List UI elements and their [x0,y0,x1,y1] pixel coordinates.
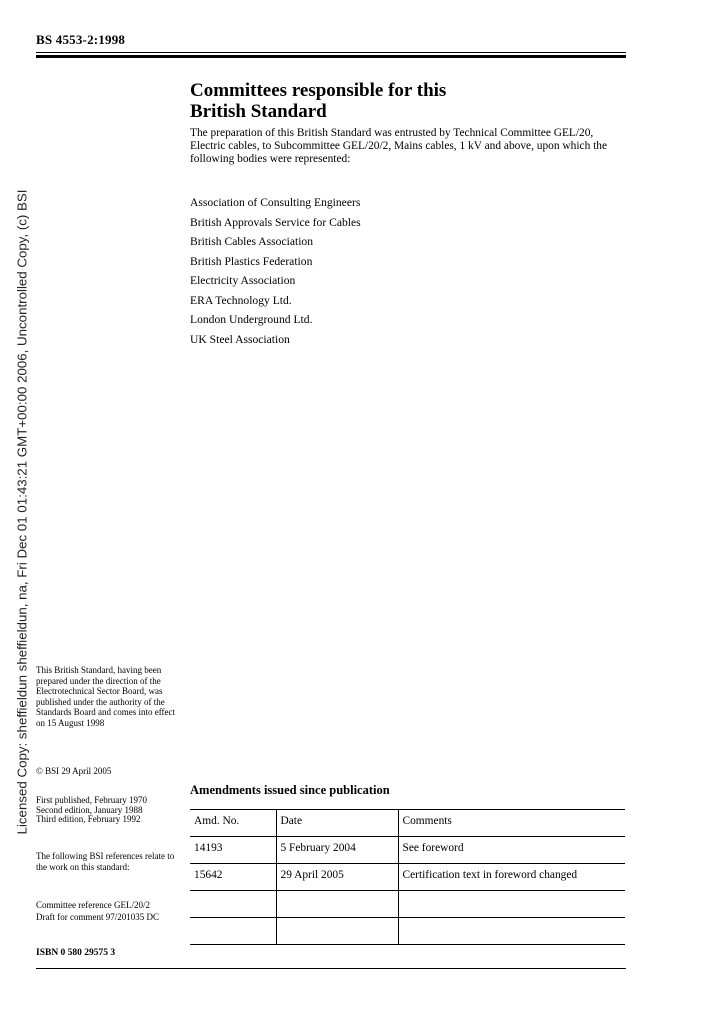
table-header-row [190,810,625,837]
draft-reference: Draft for comment 97/201035 DC [36,911,159,922]
amd-no-cell: 15642 [194,869,223,881]
document-code: BS 4553-2:1998 [36,32,126,47]
table-row [190,864,625,891]
title-line-2: British Standard [190,101,327,122]
date-cell: 5 February 2004 [276,837,398,864]
edition-line: First published, February 1970 [36,795,147,805]
list-item: British Approvals Service for Cables [190,215,361,229]
column-header-amd-no: Amd. No. [194,815,240,827]
bsi-references-note: The following BSI references relate to the work on this standard: [36,851,175,872]
copyright-line: © BSI 29 April 2005 [36,766,112,776]
header-rule-thick [36,55,626,58]
page-title [190,80,630,122]
reference-list [36,900,159,923]
committee-reference: Committee reference GEL/20/2 [36,900,150,910]
table-row [190,837,625,864]
edition-line: Third edition, February 1992 [36,814,141,825]
amd-no-cell [190,891,276,918]
header-rule-thin [36,52,626,53]
isbn: ISBN 0 580 29575 3 [36,948,116,958]
date-cell [276,891,398,918]
amendments-title: Amendments issued since publication [190,783,390,797]
edition-line: Second edition, January 1988 [36,804,143,815]
license-watermark: Licensed Copy: sheffieldun sheffieldun, na, Fri Dec 01 01:43:21 GMT+00:00 2006, Uncontrolled Copy, (c) BSI [14,189,30,835]
table-row [190,918,625,945]
amd-no-cell: 14193 [194,842,223,854]
list-item: British Cables Association [190,235,314,248]
publication-note: This British Standard, having been prepared under the direction of the Electrotechnical Sector Board, was published under the authority of the Standards Board and comes into effect on 15 August 1998 [36,665,176,728]
list-item: British Plastics Federation [190,254,313,268]
intro-paragraph: The preparation of this British Standard was entrusted by Technical Committee GEL/20, Electric cables, to Subcommittee GEL/20/2, Mains cables, 1 kV and above, upon which the following bodies were represented: [190,127,608,165]
amendments-table [190,809,625,945]
comments-cell [398,891,625,918]
represented-bodies-list [190,193,590,349]
column-header-date: Date [276,810,398,837]
list-item: ERA Technology Ltd. [190,293,292,307]
edition-history [36,796,147,825]
table-row [190,891,625,918]
list-item: Electricity Association [190,274,296,287]
amd-no-cell [190,918,276,945]
list-item: Association of Consulting Engineers [190,196,361,209]
comments-cell [398,918,625,945]
date-cell [276,918,398,945]
date-cell: 29 April 2005 [276,864,398,891]
list-item: London Underground Ltd. [190,313,313,326]
footer-rule [36,968,626,969]
column-header-comments: Comments [398,810,625,837]
list-item: UK Steel Association [190,332,290,346]
title-line-1: Committees responsible for this [190,80,447,101]
comments-cell: See foreword [398,837,625,864]
comments-cell: Certification text in foreword changed [398,864,625,891]
